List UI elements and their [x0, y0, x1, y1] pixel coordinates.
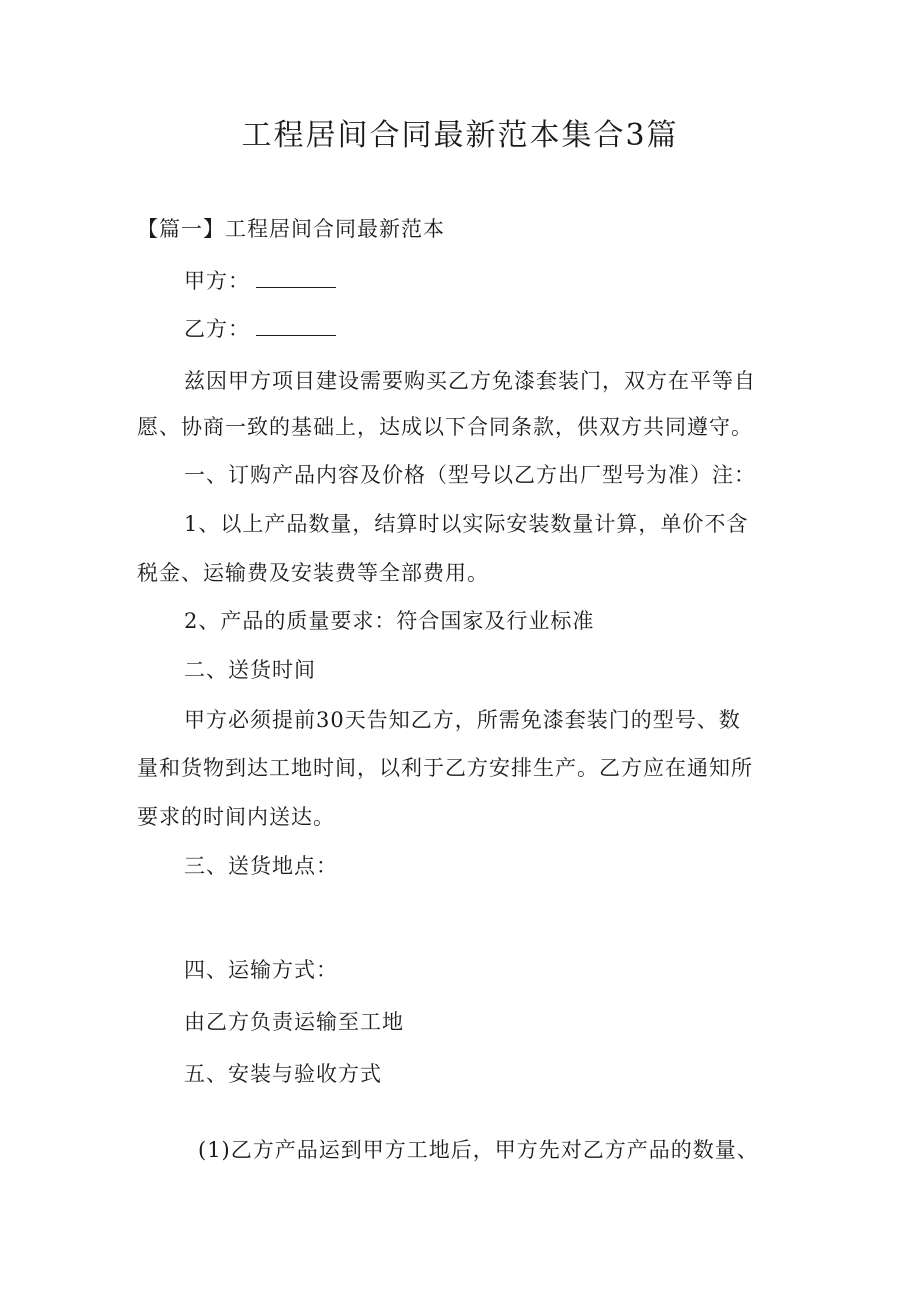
clause-2-line-1: 甲方必须提前30天告知乙方，所需免漆套装门的型号、数 — [184, 708, 741, 732]
party-b-line — [184, 313, 336, 345]
party-b-label: 乙方： — [184, 317, 250, 341]
clause-3-title: 三、送货地点： — [184, 854, 338, 878]
clause-5-title: 五、安装与验收方式 — [184, 1062, 382, 1086]
document-title: 工程居间合同最新范本集合3篇 — [241, 118, 679, 153]
clause-4-text: 由乙方负责运输至工地 — [184, 1010, 404, 1034]
clause-2-line-3: 要求的时间内送达。 — [137, 805, 335, 829]
clause-1-title: 一、订购产品内容及价格（型号以乙方出厂型号为准）注： — [184, 463, 756, 487]
clause-1-item-1-line-2: 税金、运输费及安装费等全部费用。 — [137, 561, 489, 585]
intro-line-1: 兹因甲方项目建设需要购买乙方免漆套装门，双方在平等自 — [184, 369, 756, 393]
clause-2-title: 二、送货时间 — [184, 658, 316, 682]
section-heading: 【篇一】工程居间合同最新范本 — [137, 217, 445, 241]
party-a-line — [184, 265, 336, 297]
party-b-blank — [256, 313, 336, 336]
intro-line-2: 愿、协商一致的基础上，达成以下合同条款，供双方共同遵守。 — [137, 415, 753, 439]
party-a-blank — [256, 265, 336, 288]
clause-5-item-1: (1)乙方产品运到甲方工地后，甲方先对乙方产品的数量、 — [198, 1138, 759, 1162]
clause-4-title: 四、运输方式： — [184, 958, 338, 982]
clause-1-item-2: 2、产品的质量要求：符合国家及行业标准 — [184, 609, 595, 633]
clause-1-item-1-line-1: 1、以上产品数量，结算时以实际安装数量计算，单价不含 — [184, 512, 749, 536]
party-a-label: 甲方： — [184, 269, 250, 293]
clause-2-line-2: 量和货物到达工地时间，以利于乙方安排生产。乙方应在通知所 — [137, 756, 753, 780]
